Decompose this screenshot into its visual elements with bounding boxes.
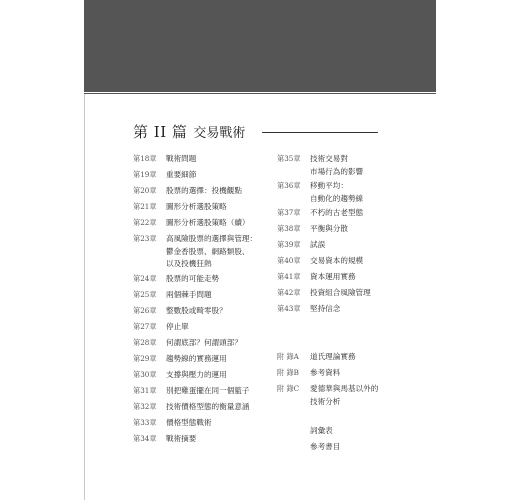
chapter-title-line: 參考資料 bbox=[310, 368, 341, 377]
chapter-title-line: 堅持信念 bbox=[310, 304, 341, 313]
chapter-title bbox=[166, 353, 227, 366]
chapter-title bbox=[310, 303, 340, 316]
chapter-title bbox=[310, 367, 340, 380]
chapter-title-line: 技術價格型態的衡量意涵 bbox=[166, 402, 250, 411]
chapter-title bbox=[310, 441, 340, 454]
chapter-title bbox=[166, 337, 242, 350]
chapter-title-line: 自動化的趨勢線 bbox=[310, 193, 364, 203]
chapter-title-line: 整數股或畸零股？ bbox=[166, 306, 227, 315]
chapter-title-line: 投資組合風險管理 bbox=[310, 288, 371, 297]
chapter-title-line: 支撐與壓力的運用 bbox=[166, 370, 227, 379]
chapter-title-line: 圖形分析選股策略 bbox=[166, 202, 227, 211]
chapter-number: 第19章 bbox=[133, 170, 157, 179]
chapter-title-line: 參考書目 bbox=[310, 442, 341, 451]
chapter-number: 第24章 bbox=[133, 274, 157, 283]
chapter-title-line: 試誤 bbox=[310, 240, 326, 249]
chapter-title-line: 道氏理論實務 bbox=[310, 352, 356, 361]
chapter-title-line: 以及投機狂熱 bbox=[166, 259, 212, 268]
chapter-number: 第37章 bbox=[277, 208, 301, 217]
chapter-title bbox=[310, 223, 348, 236]
chapter-title-line: 平衡與分散 bbox=[310, 224, 348, 233]
chapter-title-line: 技術交易對 bbox=[310, 154, 348, 163]
chapter-title-line: 趨勢線的實務運用 bbox=[166, 354, 227, 363]
chapter-number: 附 錄B bbox=[277, 368, 299, 377]
chapter-number: 第29章 bbox=[133, 354, 157, 363]
chapter-title bbox=[166, 321, 189, 334]
chapter-number: 附 錄A bbox=[277, 352, 299, 361]
chapter-title-line: 移動平均： bbox=[310, 181, 348, 190]
chapter-number: 第40章 bbox=[277, 256, 301, 265]
chapter-title-line: 圖形分析選股策略（續） bbox=[166, 218, 250, 227]
chapter-title bbox=[166, 433, 196, 446]
chapter-title-line: 市場行為的影響 bbox=[310, 166, 364, 176]
chapter-title-line: 股票的可能走勢 bbox=[166, 274, 220, 283]
chapter-title bbox=[310, 287, 371, 300]
chapter-number: 第25章 bbox=[133, 290, 157, 299]
chapter-number: 第32章 bbox=[133, 402, 157, 411]
heading-rule bbox=[262, 132, 378, 133]
chapter-title bbox=[166, 201, 227, 214]
chapter-number: 第34章 bbox=[133, 434, 157, 443]
chapter-number: 第28章 bbox=[133, 338, 157, 347]
chapter-number: 第35章 bbox=[277, 154, 301, 163]
chapter-title-line: 股票的選擇：投機觀點 bbox=[166, 186, 242, 195]
chapter-title bbox=[166, 305, 227, 318]
chapter-title-line: 鬱金香股票、網路類股、 bbox=[166, 246, 250, 256]
chapter-title bbox=[166, 385, 250, 398]
chapter-title bbox=[166, 233, 257, 271]
chapter-title-line: 不朽的古老型態 bbox=[310, 208, 364, 217]
chapter-title bbox=[166, 153, 196, 166]
chapter-number: 第18章 bbox=[133, 154, 157, 163]
chapter-title bbox=[310, 239, 325, 252]
chapter-title bbox=[310, 271, 356, 284]
chapter-number: 第42章 bbox=[277, 288, 301, 297]
chapter-number: 第30章 bbox=[133, 370, 157, 379]
chapter-title bbox=[166, 417, 212, 430]
chapter-title-line: 重要細節 bbox=[166, 170, 197, 179]
chapter-title bbox=[310, 153, 363, 178]
chapter-title-line: 高風險股票的選擇與管理： bbox=[166, 234, 258, 243]
chapter-number: 第41章 bbox=[277, 272, 301, 281]
header-rule bbox=[84, 93, 436, 94]
header-band bbox=[84, 0, 436, 92]
chapter-number: 第31章 bbox=[133, 386, 157, 395]
chapter-number: 第43章 bbox=[277, 304, 301, 313]
chapter-number: 第22章 bbox=[133, 218, 157, 227]
section-heading bbox=[133, 121, 245, 142]
part-title: 交易戰術 bbox=[193, 126, 246, 141]
chapter-title bbox=[310, 351, 356, 364]
chapter-title-line: 何謂底部？何謂頭部？ bbox=[166, 338, 242, 347]
chapter-title-line: 價格型態戰術 bbox=[166, 418, 212, 427]
chapter-number: 附 錄C bbox=[277, 384, 300, 393]
chapter-title bbox=[166, 401, 250, 414]
chapter-number: 第23章 bbox=[133, 234, 157, 243]
chapter-title-line: 資本運用實務 bbox=[310, 272, 356, 281]
chapter-number: 第38章 bbox=[277, 224, 301, 233]
chapter-title-line: 技術分析 bbox=[310, 396, 341, 406]
chapter-number: 第27章 bbox=[133, 322, 157, 331]
chapter-number: 第26章 bbox=[133, 306, 157, 315]
chapter-title bbox=[166, 289, 212, 302]
chapter-title bbox=[166, 185, 242, 198]
chapter-number: 第39章 bbox=[277, 240, 301, 249]
chapter-title bbox=[310, 180, 363, 205]
part-label: 第 II 篇 bbox=[133, 123, 188, 141]
chapter-title-line: 兩個棘手問題 bbox=[166, 290, 212, 299]
chapter-title-line: 別把雞蛋擺在同一個籃子 bbox=[166, 386, 250, 395]
chapter-title bbox=[166, 369, 227, 382]
chapter-title bbox=[310, 425, 333, 438]
chapter-title bbox=[310, 207, 363, 220]
chapter-title bbox=[166, 273, 219, 286]
chapter-title-line: 愛德華與馬基以外的 bbox=[310, 384, 379, 393]
chapter-number: 第21章 bbox=[133, 202, 157, 211]
page-edge bbox=[84, 94, 85, 500]
chapter-title-line: 戰術問題 bbox=[166, 154, 197, 163]
chapter-title bbox=[310, 383, 378, 408]
chapter-title bbox=[166, 217, 250, 230]
chapter-title-line: 交易資本的規模 bbox=[310, 256, 364, 265]
chapter-number: 第36章 bbox=[277, 181, 301, 190]
chapter-title-line: 停止單 bbox=[166, 322, 189, 331]
chapter-title-line: 詞彙表 bbox=[310, 426, 333, 435]
chapter-title-line: 戰術摘要 bbox=[166, 434, 197, 443]
chapter-title bbox=[166, 169, 196, 182]
chapter-number: 第33章 bbox=[133, 418, 157, 427]
chapter-title bbox=[310, 255, 363, 268]
chapter-number: 第20章 bbox=[133, 186, 157, 195]
